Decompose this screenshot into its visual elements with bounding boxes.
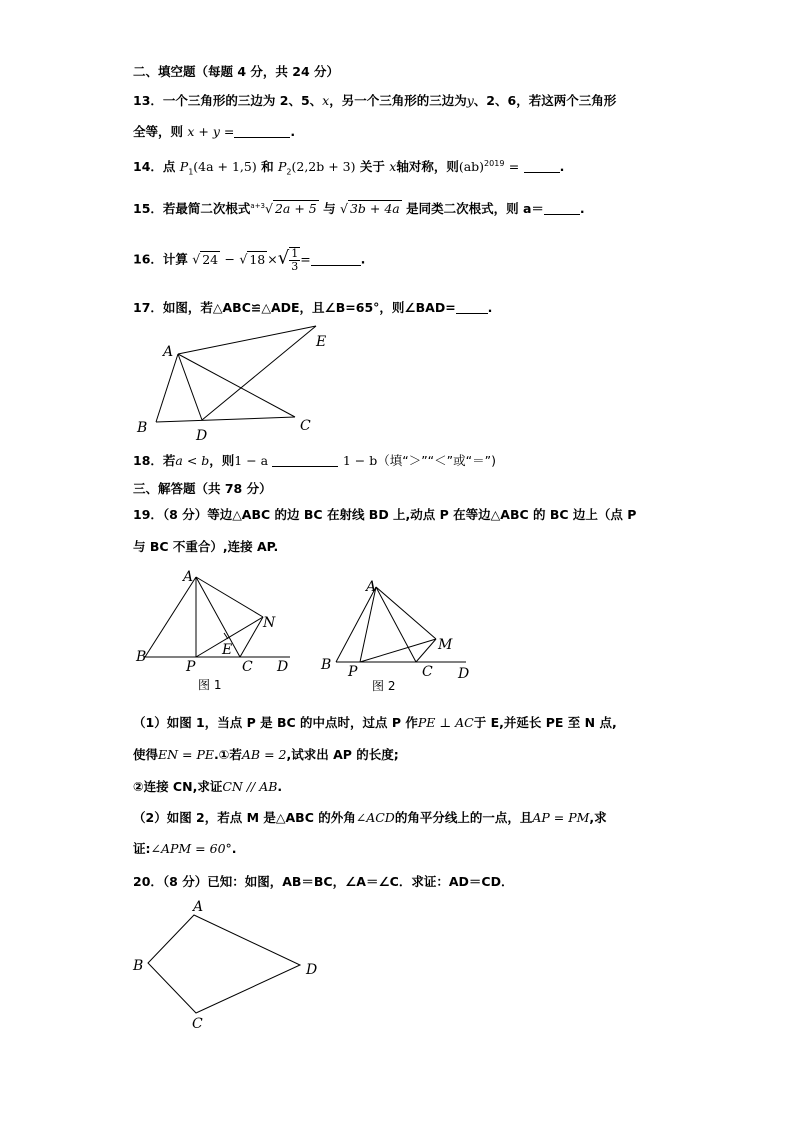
q19-p4b: 的角平分线上的一点，且 xyxy=(394,810,533,825)
q19-line1: 19．（8 分）等边△ABC 的边 BC 在射线 BD 上,动点 P 在等边△ABC 的 BC 边上（点 P xyxy=(133,507,637,522)
q19-p4-eq: AP = PM xyxy=(532,810,590,825)
q17-end: . xyxy=(487,300,493,315)
q19-p4a: （2）如图 2，若点 M 是△ABC 的外角 xyxy=(133,810,356,825)
q19-p4-ang: ∠ACD xyxy=(355,810,395,825)
q19-p2-ab: AB = 2 xyxy=(241,747,287,762)
fig17-label-c: C xyxy=(300,418,311,434)
fig19b-label-c: C xyxy=(422,664,433,680)
q14-answer-blank[interactable] xyxy=(524,160,560,173)
q16-sqrt-sign-1: √ xyxy=(192,251,201,267)
q13-end: . xyxy=(290,124,296,139)
fig20-label-b: B xyxy=(133,958,144,974)
q14-expr: (ab) xyxy=(458,159,485,174)
q14-axis: x xyxy=(389,159,397,174)
q19-p2b: .①若 xyxy=(214,747,242,762)
q16-times: × xyxy=(267,251,278,267)
q15-sqrt-sign-2: √ xyxy=(340,201,348,216)
fig19b-label-b: B xyxy=(321,657,332,673)
q14-text-d: 轴对称，则 xyxy=(396,159,459,174)
q18-line xyxy=(133,451,496,469)
fig20-label-a: A xyxy=(193,899,204,915)
q14-p1: P xyxy=(179,159,189,174)
fig17-label-b: B xyxy=(137,420,148,436)
q14-eq: = xyxy=(508,159,520,174)
q18-ineq: a < b xyxy=(175,453,210,468)
fig19b-caption: 图 2 xyxy=(372,679,396,693)
q19-p5a: 证: xyxy=(133,841,151,856)
q14-text-b: 和 xyxy=(261,159,274,174)
q13-text-e: 、2、6，若这两个三角形 xyxy=(473,93,617,108)
fig19a-label-d: D xyxy=(277,659,289,675)
q19-p3a: ②连接 CN,求证 xyxy=(133,779,223,794)
fig19a-label-c: C xyxy=(242,659,253,675)
q19-p4c: ,求 xyxy=(589,810,607,825)
q19-part1-line1 xyxy=(133,713,617,731)
q19-p2-eq: EN = PE xyxy=(158,747,215,762)
q15-end: . xyxy=(579,201,585,216)
q15-line xyxy=(133,199,585,217)
q19-part1-line2 xyxy=(133,745,399,763)
fig19a-label-b: B xyxy=(136,649,147,665)
q13-line1 xyxy=(133,91,616,109)
q16-sqrt-sign-3: √ xyxy=(277,247,290,269)
fig19b-label-m: M xyxy=(438,637,453,653)
q16-minus: − xyxy=(224,251,235,267)
q14-exp: 2019 xyxy=(484,158,505,168)
q14-text-a: 14．点 xyxy=(133,159,176,174)
q15-answer-blank[interactable] xyxy=(544,202,580,215)
q13-expr: x + y = xyxy=(187,124,235,139)
fig20-label-d: D xyxy=(306,962,318,978)
q18-text-a: 18．若 xyxy=(133,453,176,468)
fig19a-caption: 图 1 xyxy=(198,678,222,692)
q15-radicand-1: 2a + 5 xyxy=(274,201,317,216)
q13-var-y: y xyxy=(466,93,474,108)
q15-text-a: 15．若最简二次根式 xyxy=(133,201,251,216)
q18-text-c: （填“＞”“＜”或“＝”) xyxy=(377,453,496,468)
q16-radicand-2: 18 xyxy=(249,251,266,267)
q13-text-a: 13．一个三角形的三边为 2、5、 xyxy=(133,93,323,108)
section3-title: 三、解答题（共 78 分） xyxy=(133,481,272,496)
q16-end: . xyxy=(360,251,366,267)
q16-num: 1 xyxy=(291,247,299,260)
q14-p2: P xyxy=(277,159,287,174)
q14-end: . xyxy=(559,159,565,174)
q19-p2c: ,试求出 AP 的长度; xyxy=(286,747,399,762)
q19-p1a: （1）如图 1，当点 P 是 BC 的中点时，过点 P 作 xyxy=(133,715,418,730)
fig17-label-a: A xyxy=(163,344,174,360)
q16-text-a: 16．计算 xyxy=(133,251,188,267)
q15-text-b: 与 xyxy=(323,201,336,216)
fig19b-label-a: A xyxy=(366,579,377,595)
q19-p5-ang: ∠APM = 60° xyxy=(150,841,232,856)
q18-rhs: 1 − b xyxy=(342,453,378,468)
q17-text: 17．如图，若△ABC≌△ADE，且∠B=65°，则∠BAD= xyxy=(133,300,456,315)
q19-figure-2 xyxy=(318,575,478,700)
q19-part2-line2 xyxy=(133,839,237,857)
q16-sqrt-sign-2: √ xyxy=(239,251,248,267)
q19-p1b: 于 E,并延长 PE 至 N 点, xyxy=(473,715,617,730)
q16-den: 3 xyxy=(291,260,299,273)
q13-text-c: ，另一个三角形的三边为 xyxy=(329,93,467,108)
fig19a-label-e: E xyxy=(222,642,233,658)
q15-radicand-2: 3b + 4a xyxy=(349,201,400,216)
q14-p2-sub: 2 xyxy=(286,167,292,177)
q15-sqrt-sign-1: √ xyxy=(265,201,273,216)
fig19a-label-a: A xyxy=(183,569,194,585)
fig20-label-c: C xyxy=(192,1016,203,1032)
q13-line2 xyxy=(133,122,295,140)
fig17-label-d: D xyxy=(196,428,208,444)
q14-line xyxy=(133,157,564,177)
fig19b-label-p: P xyxy=(348,664,358,680)
q13-line2-a: 全等，则 xyxy=(133,124,184,139)
q16-eq: = xyxy=(300,251,311,267)
q19-figure-1 xyxy=(130,565,295,695)
fig19b-label-d: D xyxy=(458,666,470,682)
q14-p2-coord: (2,2b + 3) xyxy=(291,159,356,174)
q13-answer-blank[interactable] xyxy=(234,125,290,138)
fig19a-label-p: P xyxy=(186,659,196,675)
q19-p3b: . xyxy=(277,779,283,794)
q13-var-x: x xyxy=(322,93,330,108)
q19-part1-line3 xyxy=(133,777,282,795)
q17-answer-blank[interactable] xyxy=(456,301,488,314)
q20-figure xyxy=(128,895,328,1035)
q15-index: a+3 xyxy=(250,201,266,210)
q19-part2-line1 xyxy=(133,808,607,826)
q15-text-c: 是同类二次根式，则 a＝ xyxy=(406,201,544,216)
q19-p3-par: CN // AB xyxy=(222,779,278,794)
q18-answer-blank[interactable] xyxy=(272,454,338,467)
q20-line: 20．（8 分）已知：如图，AB＝BC，∠A＝∠C．求证：AD＝CD． xyxy=(133,874,514,889)
q16-radicand-1: 24 xyxy=(202,251,219,267)
q16-answer-blank[interactable] xyxy=(311,253,361,266)
q19-p5b: . xyxy=(231,841,237,856)
fig17-label-e: E xyxy=(316,334,327,350)
section2-title: 二、填空题（每题 4 分，共 24 分） xyxy=(133,64,340,79)
q17-line xyxy=(133,298,492,316)
q14-text-c: 关于 xyxy=(359,159,385,174)
q18-text-b: ，则 xyxy=(209,453,235,468)
q19-p2a: 使得 xyxy=(133,747,159,762)
q16-line xyxy=(133,247,365,273)
q18-lhs: 1 − a xyxy=(234,453,269,468)
q14-p1-sub: 1 xyxy=(188,167,194,177)
fig19a-label-n: N xyxy=(263,615,276,631)
q16-fraction xyxy=(289,247,300,273)
q19-line2: 与 BC 不重合）,连接 AP. xyxy=(133,539,279,554)
q14-p1-coord: (4a + 1,5) xyxy=(193,159,257,174)
q19-p1-perp: PE ⊥ AC xyxy=(417,715,474,730)
q17-figure xyxy=(130,320,340,445)
